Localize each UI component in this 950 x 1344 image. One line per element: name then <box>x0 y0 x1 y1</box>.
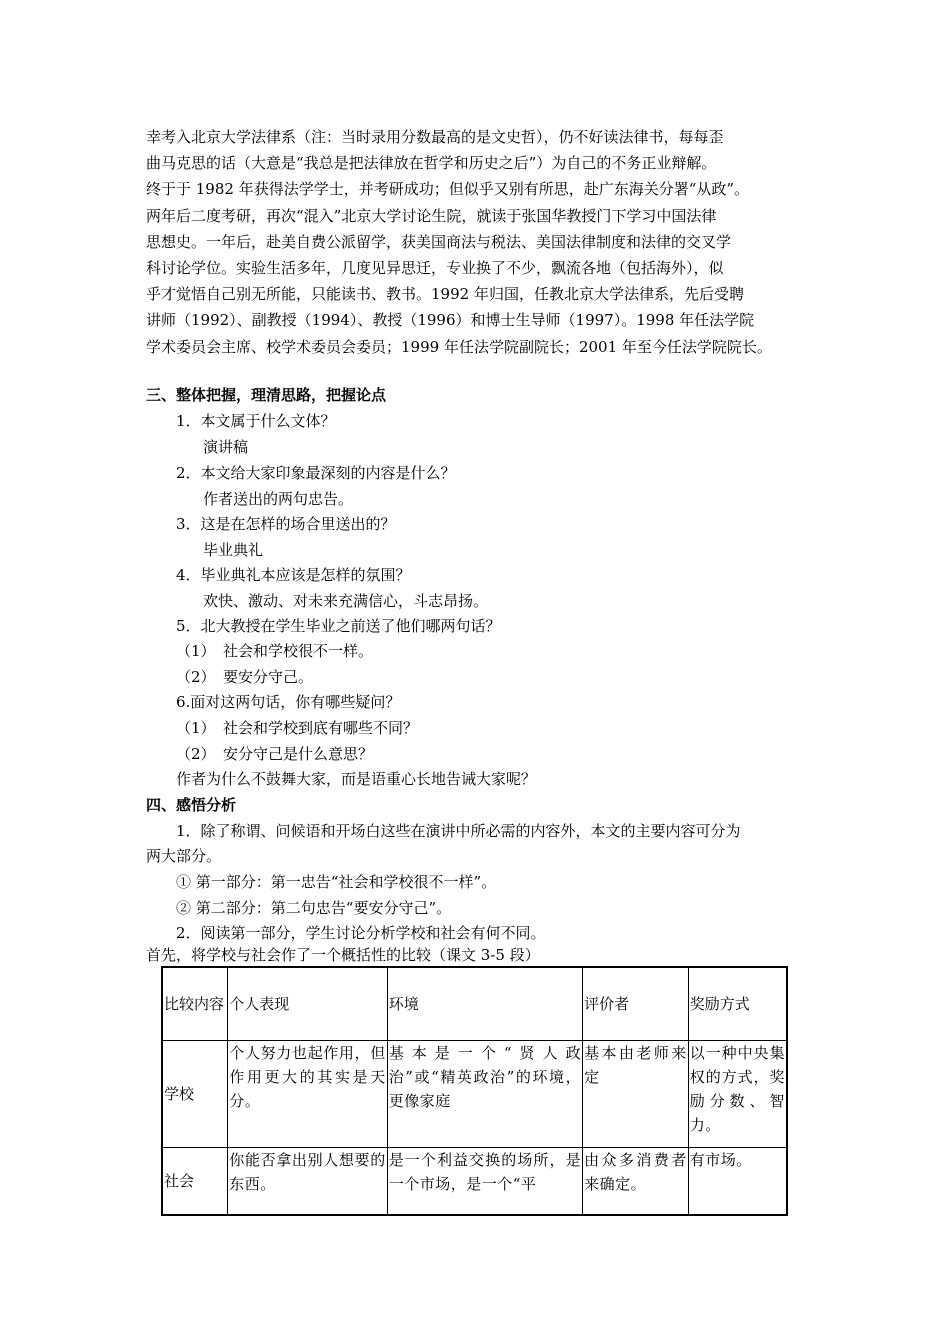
table-row <box>162 1041 787 1148</box>
bio-line: 终于于 1982 年获得法学学士，并考研成功；但似乎又别有所思，赴广东海关分署“从政”。 <box>146 180 750 199</box>
analysis-1-line-2: 两大部分。 <box>146 847 222 865</box>
analysis-1-line-1: 1．除了称谓、问候语和开场白这些在演讲中所必需的内容外，本文的主要内容可分为 <box>176 822 741 840</box>
table-cell: 基本由老师来定 <box>583 1041 689 1148</box>
table-cell: 由众多消费者来确定。 <box>583 1148 689 1216</box>
bio-line: 曲马克思的话（大意是“我总是把法律放在哲学和历史之后”）为自己的不务正业辩解。 <box>146 154 717 173</box>
table-header-cell: 个人表现 <box>228 967 387 1041</box>
table-cell: 你能否拿出别人想要的东西。 <box>228 1148 387 1216</box>
part-1-text: ① 第一部分：第一忠告“社会和学校很不一样”。 <box>176 873 497 891</box>
question-6-item-2: （2） 安分守己是什么意思？ <box>176 745 374 763</box>
question-4: 4．毕业典礼本应该是怎样的氛围？ <box>176 566 411 584</box>
analysis-2-text: 2．阅读第一部分，学生讨论分析学校和社会有何不同。 <box>176 924 546 942</box>
table-header-cell: 比较内容 <box>162 967 228 1041</box>
answer-1: 演讲稿 <box>203 438 249 456</box>
analysis-3-text: 首先，将学校与社会作了一个概括性的比较（课文 3-5 段） <box>146 946 540 964</box>
answer-4: 欢快、激动、对未来充满信心，斗志昂扬。 <box>203 592 489 610</box>
table-header-cell: 环境 <box>387 967 582 1041</box>
section-3-heading: 三、整体把握，理清思路，把握论点 <box>146 386 387 404</box>
question-2: 2．本文给大家印象最深刻的内容是什么？ <box>176 464 456 482</box>
table-row <box>162 1148 787 1216</box>
question-6: 6.面对这两句话，你有哪些疑问？ <box>176 693 401 711</box>
author-bio-paragraph <box>146 124 818 360</box>
question-5-item-1: （1） 社会和学校很不一样。 <box>176 642 374 660</box>
question-6-note: 作者为什么不鼓舞大家，而是语重心长地告诫大家呢？ <box>176 770 537 788</box>
row-label: 学校 <box>162 1041 228 1148</box>
question-5: 5．北大教授在学生毕业之前送了他们哪两句话？ <box>176 617 501 635</box>
question-1: 1．本文属于什么文体？ <box>176 412 336 430</box>
table-cell: 是一个利益交换的场所，是一个市场，是一个“平 <box>387 1148 582 1216</box>
comparison-table <box>161 966 788 1216</box>
part-2-text: ② 第二部分：第二句忠告“要安分守己”。 <box>176 899 452 917</box>
question-3: 3．这是在怎样的场合里送出的？ <box>176 515 396 533</box>
section-4-heading: 四、感悟分析 <box>146 796 237 814</box>
question-6-item-1: （1） 社会和学校到底有哪些不同？ <box>176 719 419 737</box>
bio-line: 两年后二度考研，再次“混入”北京大学讨论生院，就读于张国华教授门下学习中国法律 <box>146 206 717 225</box>
table-header-row <box>162 967 787 1041</box>
answer-2: 作者送出的两句忠告。 <box>203 490 354 508</box>
table-header-cell: 奖励方式 <box>688 967 787 1041</box>
table-cell: 基本是一个“贤人政治”或“精英政治”的环境，更像家庭 <box>387 1041 582 1148</box>
table-header-cell: 评价者 <box>583 967 689 1041</box>
bio-line: 科讨论学位。实验生活多年，几度见异思迁，专业换了不少，飘流各地（包括海外），似 <box>146 259 724 278</box>
bio-line: 幸考入北京大学法律系（注：当时录用分数最高的是文史哲），仍不好读法律书，每每歪 <box>146 128 724 146</box>
bio-line: 乎才觉悟自己别无所能，只能读书、教书。1992 年归国，任教北京大学法律系，先后受聘 <box>146 285 744 304</box>
bio-line: 学术委员会主席、校学术委员会委员；1999 年任法学院副院长；2001 年至今任法学院院长。 <box>146 337 772 356</box>
question-5-item-2: （2） 要安分守己。 <box>176 668 314 686</box>
bio-line: 思想史。一年后，赴美自费公派留学，获美国商法与税法、美国法律制度和法律的交叉学 <box>146 232 732 251</box>
row-label: 社会 <box>162 1148 228 1216</box>
table-cell: 以一种中央集权的方式，奖励分数、智力。 <box>688 1041 787 1148</box>
table-cell: 有市场。 <box>688 1148 787 1216</box>
answer-3: 毕业典礼 <box>203 541 264 559</box>
bio-line: 讲师（1992）、副教授（1994）、教授（1996）和博士生导师（1997）。1998 年任法学院 <box>146 311 755 330</box>
table-cell: 个人努力也起作用，但作用更大的其实是天分。 <box>228 1041 387 1148</box>
